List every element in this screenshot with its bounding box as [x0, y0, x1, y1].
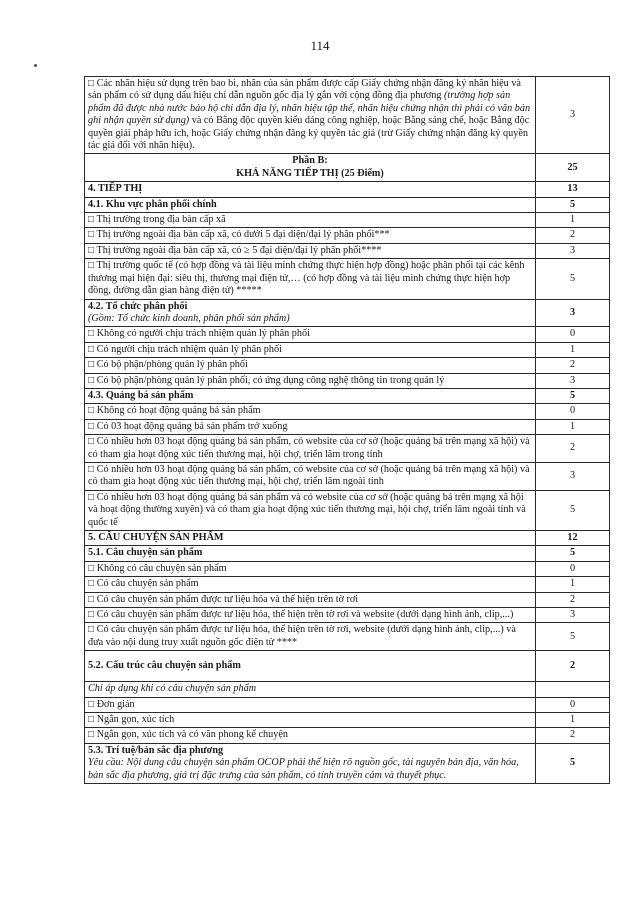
criterion-cell	[85, 728, 536, 743]
points-cell: 13	[536, 182, 610, 197]
option-text: □ Có câu chuyện sản phẩm được tư liệu hóa và thể hiện trên tờ rơi	[88, 593, 359, 605]
points-cell: 2	[536, 228, 610, 243]
points-cell: 3	[536, 299, 610, 327]
criterion-row	[85, 342, 610, 357]
section-row	[85, 546, 610, 561]
criterion-row	[85, 228, 610, 243]
option-text: □ Không có hoạt động quảng bá sản phẩm	[88, 405, 261, 417]
section-row	[85, 182, 610, 197]
option-text: □ Có người chịu trách nhiệm quản lý phân phối	[88, 343, 282, 355]
criterion-cell	[85, 327, 536, 342]
criterion-cell	[85, 561, 536, 576]
ocop-scoring-table	[84, 76, 610, 784]
criterion-row	[85, 462, 610, 490]
part-label: Phần B:	[292, 155, 328, 167]
points-cell: 2	[536, 435, 610, 463]
points-cell: 1	[536, 577, 610, 592]
section-note: (Gồm: Tổ chức kinh doanh, phân phối sản phẩm)	[88, 312, 290, 324]
criterion-cell	[85, 546, 536, 561]
points-cell: 5	[536, 546, 610, 561]
section-heading: 4.3. Quảng bá sản phẩm	[88, 389, 194, 401]
part-title: KHẢ NĂNG TIẾP THỊ (25 Điểm)	[236, 167, 384, 179]
criterion-row	[85, 728, 610, 743]
criterion-row	[85, 327, 610, 342]
criterion-cell	[85, 490, 536, 530]
section-heading: 4.1. Khu vực phân phối chính	[88, 198, 217, 210]
criterion-cell	[85, 77, 536, 154]
option-text: □ Thị trường ngoài địa bàn cấp xã, có dưới 5 đại diện/đại lý phân phối***	[88, 229, 390, 241]
criterion-text-part: □ Các nhãn hiệu sử dụng trên bao bì, nhãn của sản phẩm được cấp Giấy chứng nhận đăng ký nhãn hiệu và sản phẩm có sử dụng dấu hiệu chỉ dẫn nguồn gốc địa lý gắn với cộng đồng địa phương	[88, 78, 521, 102]
criterion-cell	[85, 358, 536, 373]
criterion-row	[85, 259, 610, 299]
criterion-cell	[85, 713, 536, 728]
criterion-row	[85, 404, 610, 419]
points-cell: 2	[536, 358, 610, 373]
criterion-row	[85, 77, 610, 154]
criterion-row	[85, 577, 610, 592]
section-row	[85, 299, 610, 327]
points-cell: 2	[536, 728, 610, 743]
criterion-row	[85, 697, 610, 712]
criterion-row	[85, 435, 610, 463]
applicability-note: Chỉ áp dụng khi có câu chuyện sản phẩm	[88, 683, 257, 695]
criterion-cell	[85, 373, 536, 388]
points-cell: 2	[536, 651, 610, 682]
section-row	[85, 651, 610, 682]
points-cell: 3	[536, 243, 610, 258]
option-text: □ Ngắn gọn, xúc tích và có văn phong kể chuyện	[88, 729, 288, 741]
criterion-cell	[85, 243, 536, 258]
section-heading: 5. CÂU CHUYỆN SẢN PHẨM	[88, 532, 224, 543]
criterion-row	[85, 561, 610, 576]
part-header-row	[85, 154, 610, 182]
criterion-cell	[85, 682, 536, 697]
points-cell: 3	[536, 77, 610, 154]
criterion-cell	[85, 182, 536, 197]
scan-speck	[34, 64, 37, 67]
option-text: □ Thị trường quốc tế (có hợp đồng và tài liệu minh chứng thực hiện hợp đồng) hoặc phân phối tại các kênh thương mại hiện đại: siêu thị, thương mại điện tử,… (có hợp đồng và tài liệu minh chứng thực hiện hợp đồng, đường dẫn gian hàng điện tử) *****	[88, 260, 525, 297]
option-text: □ Không có câu chuyện sản phẩm	[88, 562, 227, 574]
criterion-text-part: (trường hợp sản phẩm đã được nhà nước bảo hộ chỉ dẫn địa lý, nhãn hiệu tập thể, nhãn hiệu chứng nhận thì phải có văn bản ghi nhận quyền sử dụng)	[88, 90, 531, 127]
criterion-cell	[85, 404, 536, 419]
criterion-row	[85, 623, 610, 651]
points-cell: 5	[536, 197, 610, 212]
criterion-row	[85, 373, 610, 388]
criterion-cell	[85, 213, 536, 228]
criterion-text-part: và có Bằng độc quyền kiểu dáng công nghiệp, hoặc Bằng sáng chế, hoặc Bằng độc quyền giải pháp hữu ích, hoặc Giấy chứng nhận đăng ký quyền tác giả (trừ Giấy chứng nhận đăng ký quyền tác giả đối với nhãn hiệu).	[88, 115, 530, 152]
criterion-row	[85, 608, 610, 623]
option-text: □ Ngắn gọn, xúc tích	[88, 714, 175, 726]
criterion-cell	[85, 259, 536, 299]
section-row	[85, 531, 610, 546]
criterion-cell	[85, 228, 536, 243]
criterion-cell	[85, 531, 536, 546]
points-cell: 1	[536, 713, 610, 728]
points-cell: 5	[536, 490, 610, 530]
section-note: Yêu cầu: Nội dung câu chuyện sản phẩm OCOP phải thể hiện rõ nguồn gốc, tài nguyên bản địa, văn hóa, bản sắc địa phương, giá trị đặc trưng của sản phẩm, có tính truyền cảm và thuyết phục.	[88, 757, 519, 781]
option-text: □ Có nhiều hơn 03 hoạt động quảng bá sản phẩm, có website của cơ sở (hoặc quảng bá trên mạng xã hội) và có tham gia hoạt động xúc tiến thương mại, hội chợ, triển lãm ngoài tỉnh	[88, 463, 530, 488]
points-cell: 0	[536, 697, 610, 712]
section-row	[85, 743, 610, 783]
option-text: □ Có nhiều hơn 03 hoạt động quảng bá sản phẩm và có website của cơ sở (hoặc quảng bá trên mạng xã hội và hoạt động thường xuyên) và có tham gia hoạt động xúc tiến thương mại, hội chợ, triển lãm ngoài tỉnh và quốc tế	[88, 491, 526, 528]
points-cell: 5	[536, 259, 610, 299]
criterion-cell	[85, 388, 536, 403]
points-cell: 3	[536, 608, 610, 623]
points-cell: 0	[536, 404, 610, 419]
points-cell: 1	[536, 213, 610, 228]
option-text: □ Có nhiều hơn 03 hoạt động quảng bá sản phẩm, có website của cơ sở (hoặc quảng bá trên mạng xã hội) và có tham gia hoạt động xúc tiến thương mại, hội chợ, triển lãm trong tỉnh	[88, 436, 530, 460]
criterion-cell	[85, 197, 536, 212]
criterion-cell	[85, 743, 536, 783]
criterion-row	[85, 358, 610, 373]
criterion-cell	[85, 342, 536, 357]
criterion-cell	[85, 435, 536, 463]
criterion-cell	[85, 608, 536, 623]
points-cell: 0	[536, 327, 610, 342]
points-cell: 5	[536, 388, 610, 403]
points-cell: 1	[536, 419, 610, 434]
section-row	[85, 197, 610, 212]
option-text: □ Có câu chuyện sản phẩm được tư liệu hóa, thể hiện trên tờ rơi và website (dưới dạng hình ảnh, clip,...)	[88, 609, 514, 621]
criterion-row	[85, 490, 610, 530]
section-heading: 5.3. Trí tuệ/bản sắc địa phương	[88, 744, 224, 756]
criterion-cell	[85, 577, 536, 592]
points-cell: 12	[536, 531, 610, 546]
option-text: □ Thị trường trong địa bàn cấp xã	[88, 214, 226, 226]
option-text: □ Không có người chịu trách nhiệm quản lý phân phối	[88, 328, 310, 340]
section-heading: 5.1. Câu chuyện sản phẩm	[88, 547, 203, 559]
criterion-cell	[85, 299, 536, 327]
criterion-cell	[85, 651, 536, 682]
points-cell: 3	[536, 462, 610, 490]
page-number: 114	[310, 38, 330, 53]
points-cell: 5	[536, 623, 610, 651]
criterion-row	[85, 419, 610, 434]
criterion-cell	[85, 697, 536, 712]
criterion-cell	[85, 154, 536, 182]
option-text: □ Có câu chuyện sản phẩm được tư liệu hóa, thể hiện trên tờ rơi, website (dưới dạng hình ảnh, clip,...) và đưa vào nội dung truy xuất nguồn gốc điện tử ****	[88, 624, 516, 648]
criterion-row	[85, 713, 610, 728]
points-cell: 25	[536, 154, 610, 182]
option-text: □ Có câu chuyện sản phẩm	[88, 578, 199, 590]
criterion-cell	[85, 419, 536, 434]
criterion-cell	[85, 462, 536, 490]
option-text: □ Có bộ phận/phòng quản lý phân phối, có ứng dụng công nghệ thông tin trong quản lý	[88, 374, 445, 386]
section-row	[85, 388, 610, 403]
criterion-row	[85, 213, 610, 228]
points-cell: 1	[536, 342, 610, 357]
criterion-cell	[85, 592, 536, 607]
points-cell: 0	[536, 561, 610, 576]
option-text: □ Đơn giản	[88, 698, 135, 710]
points-cell	[536, 682, 610, 697]
criterion-row	[85, 592, 610, 607]
option-text: □ Có bộ phận/phòng quản lý phân phối	[88, 359, 248, 371]
option-text: □ Có 03 hoạt động quảng bá sản phẩm trở xuống	[88, 420, 288, 432]
section-heading: 5.2. Cấu trúc câu chuyện sản phẩm	[88, 660, 241, 672]
points-cell: 2	[536, 592, 610, 607]
criterion-row	[85, 243, 610, 258]
section-heading: 4.2. Tổ chức phân phối	[88, 300, 188, 312]
points-cell: 3	[536, 373, 610, 388]
criterion-row	[85, 682, 610, 697]
section-heading: 4. TIẾP THỊ	[88, 183, 143, 195]
criterion-cell	[85, 623, 536, 651]
option-text: □ Thị trường ngoài địa bàn cấp xã, có ≥ 5 đại diện/đại lý phân phối****	[88, 244, 382, 256]
points-cell: 5	[536, 743, 610, 783]
